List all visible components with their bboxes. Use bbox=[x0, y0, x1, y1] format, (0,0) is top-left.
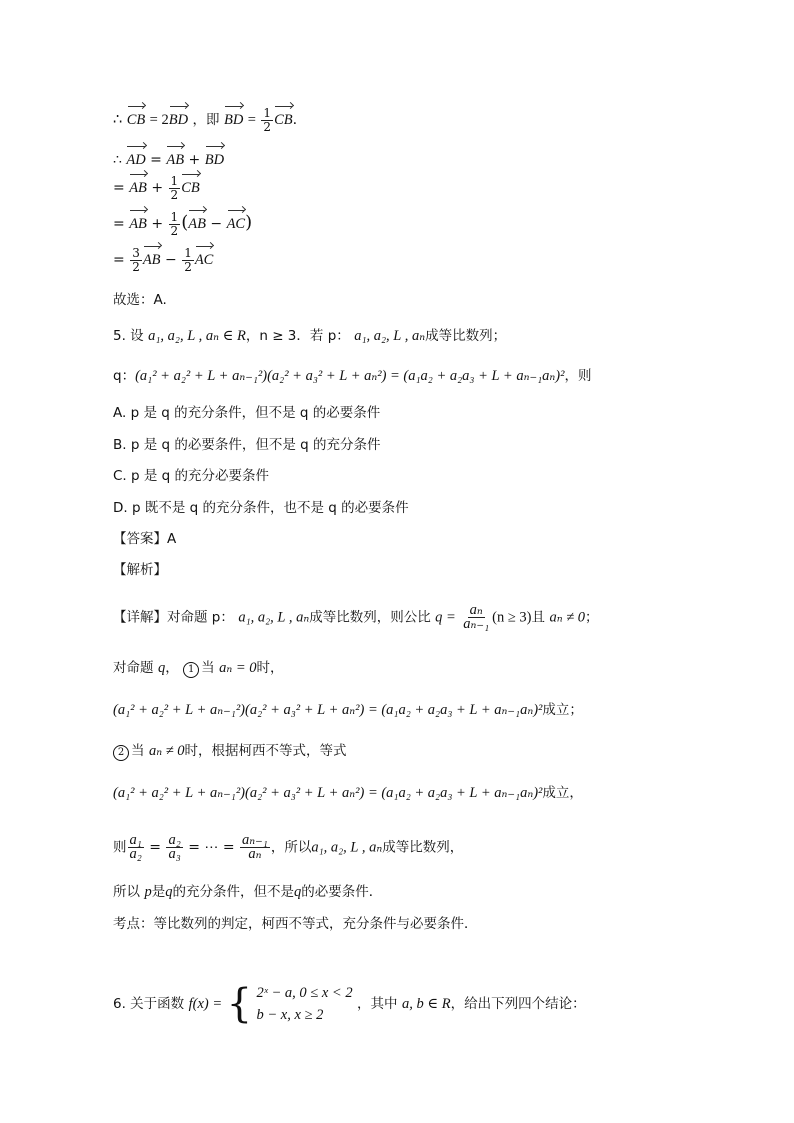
detail-text: ，其中 bbox=[357, 996, 398, 1012]
detail-text: 成立； bbox=[542, 702, 583, 718]
sequence-expr: a₁, a₂, L , aₙ bbox=[311, 839, 383, 856]
vector-ad: AD bbox=[126, 144, 145, 170]
period: . bbox=[292, 112, 298, 128]
detail-text: 且 bbox=[531, 609, 545, 626]
case-2: b − x, x ≥ 2 bbox=[256, 1007, 324, 1023]
operator: + bbox=[188, 152, 201, 168]
vector-ab: AB bbox=[129, 172, 147, 198]
nonzero-expr: aₙ ≠ 0 bbox=[148, 743, 185, 759]
vector-ab: AB bbox=[143, 244, 161, 270]
detail-line-2 bbox=[113, 658, 284, 678]
cauchy-equation: (a₁² + a₂² + L + aₙ₋₁²)(a₂² + a₃² + L + aₙ²) = (a₁a₂ + a₂a₃ + L + aₙ₋₁aₙ)² bbox=[113, 785, 543, 801]
q-symbol: q bbox=[157, 660, 166, 676]
analysis-label: 【解析】 bbox=[113, 562, 167, 578]
detail-text: ，所以 bbox=[270, 839, 312, 856]
option-b[interactable]: B. p 是 q 的必要条件，但不是 q 的充分条件 bbox=[113, 437, 381, 453]
q-label: q： bbox=[113, 368, 136, 384]
conclusion-line bbox=[113, 882, 382, 902]
ellipsis: = ⋯ = bbox=[188, 839, 235, 856]
case-1: 2ˣ − a, 0 ≤ x < 2 bbox=[256, 985, 353, 1001]
prefix: ∴ bbox=[113, 152, 122, 168]
equals-sign: = bbox=[247, 112, 256, 128]
q6-stem-line bbox=[113, 982, 586, 1026]
operator: − bbox=[165, 252, 177, 268]
circled-number: 2 bbox=[113, 745, 129, 761]
equation-line-2 bbox=[113, 783, 583, 803]
ratio-line: 则 $\frac{\text{a₁}}{\text{a₂}}$ = $\frac{\text{a₂}}{\text{a₃}}$ = ⋯ = $\frac{\text{aₙ₋₁}}{\text{aₙ}}$ ，所以a₁, a₂, L , aₙ成等比数列， bbox=[113, 832, 464, 862]
fraction: $\frac{3}{2}$ bbox=[132, 245, 140, 274]
detail-text: 所以 bbox=[113, 884, 140, 900]
p-symbol: p bbox=[144, 884, 152, 900]
cauchy-equation: (a₁² + a₂² + L + aₙ₋₁²)(a₂² + a₃² + L + aₙ²) = (a₁a₂ + a₂a₃ + L + aₙ₋₁aₙ)² bbox=[113, 702, 543, 718]
detail-text: 成等比数列， bbox=[382, 839, 464, 856]
detail-text: ， bbox=[165, 660, 179, 676]
sequence-expr: a₁, a₂, L , aₙ bbox=[238, 609, 310, 626]
therefore-symbol: ∴ bbox=[113, 112, 123, 128]
kaodian-line: 考点：等比数列的判定，柯西不等式，充分条件与必要条件． bbox=[113, 916, 478, 932]
q-symbol: q bbox=[293, 884, 302, 900]
vector-ac: AC bbox=[227, 208, 246, 234]
condition: (n ≥ 3) bbox=[492, 609, 532, 626]
detail-text: 时， bbox=[256, 660, 284, 676]
q-symbol: q bbox=[165, 884, 173, 900]
prefix: = bbox=[113, 180, 125, 196]
detail-text: 则 bbox=[113, 839, 127, 856]
equation-line-1 bbox=[113, 700, 583, 720]
option-c[interactable]: C. p 是 q 的充分必要条件 bbox=[113, 468, 270, 484]
vector-ab: AB bbox=[129, 208, 147, 234]
detail-text: 是 bbox=[151, 884, 166, 900]
operator: + bbox=[151, 180, 164, 196]
answer-label: 【答案】A bbox=[113, 531, 177, 547]
q-equation: (a₁² + a₂² + L + aₙ₋₁²)(a₂² + a₃² + L + aₙ²) = (a₁a₂ + a₂a₃ + L + aₙ₋₁aₙ)² bbox=[135, 368, 565, 384]
detail-line-1 bbox=[113, 604, 599, 631]
param-expr: a, b ∈ R bbox=[401, 996, 451, 1012]
detail-line-3 bbox=[113, 741, 347, 761]
option-a[interactable]: A. p 是 q 的充分条件，但不是 q 的必要条件 bbox=[113, 405, 381, 421]
stem-end: ，则 bbox=[564, 368, 592, 384]
vector-relation-line bbox=[113, 104, 297, 134]
equals-two: = 2 bbox=[149, 112, 169, 128]
stem-end: 成等比数列； bbox=[425, 328, 507, 344]
fraction-half: $\frac{1}{2}$ bbox=[263, 105, 272, 134]
ratio-fraction: $\frac{\text{a₁}}{\text{a₂}}$ bbox=[129, 832, 142, 862]
q6-number: 6. 关于函数 bbox=[113, 996, 185, 1012]
choice-line: 故选：A. bbox=[113, 292, 167, 308]
vector-cb-2: CB bbox=[274, 104, 293, 130]
vector-cb: CB bbox=[181, 172, 200, 198]
detail-text: 的必要条件． bbox=[301, 884, 383, 900]
operator: = bbox=[150, 152, 162, 168]
sequence-expr: a₁, a₂, L , aₙ ∈ R bbox=[148, 328, 246, 344]
derivation-line-2 bbox=[113, 172, 200, 202]
left-brace: { bbox=[226, 981, 253, 1027]
detail-text: 时，根据柯西不等式，等式 bbox=[184, 743, 347, 759]
detail-text: 的充分条件，但不是 bbox=[172, 884, 294, 900]
connector-text: ，即 bbox=[192, 112, 220, 128]
vector-bd: BD bbox=[205, 144, 224, 170]
piecewise-cases bbox=[257, 982, 353, 1026]
option-d[interactable]: D. p 既不是 q 的充分条件，也不是 q 的必要条件 bbox=[113, 500, 409, 516]
detail-text: 当 bbox=[131, 743, 145, 759]
detail-text: 成立， bbox=[542, 785, 583, 801]
ratio-fraction: $\frac{\text{aₙ₋₁}}{\text{aₙ}}$ bbox=[242, 832, 268, 862]
q5-stem-line-2 bbox=[113, 366, 591, 386]
zero-expr: aₙ = 0 bbox=[219, 660, 257, 676]
vector-ab: AB bbox=[166, 144, 184, 170]
ratio-fraction: $\frac{\text{a₂}}{\text{a₃}}$ bbox=[168, 832, 181, 862]
vector-ab: AB bbox=[188, 208, 206, 234]
nonzero-expr: aₙ ≠ 0 bbox=[549, 609, 586, 626]
prefix: = bbox=[113, 252, 125, 268]
fraction: $\frac{1}{2}$ bbox=[170, 209, 179, 238]
circled-number: 1 bbox=[183, 662, 199, 678]
detail-text: 当 bbox=[201, 660, 215, 676]
derivation-line-1 bbox=[113, 144, 224, 170]
ratio-q: q = bbox=[435, 609, 456, 626]
vector-bd-2: BD bbox=[224, 104, 243, 130]
operator: − bbox=[210, 216, 223, 232]
fraction: $\frac{1}{2}$ bbox=[170, 173, 179, 202]
q5-stem-line-1 bbox=[113, 326, 506, 346]
sequence-expr: a₁, a₂, L , aₙ bbox=[354, 328, 426, 344]
derivation-line-3: = AB + $\frac{1}{2}$ (AB − AC) bbox=[113, 209, 253, 238]
ratio-fraction: $\frac{\text{aₙ}}{\text{aₙ₋₁}}$ bbox=[463, 602, 490, 632]
q5-number: 5. 设 bbox=[113, 328, 144, 344]
vector-cb: CB bbox=[127, 104, 146, 130]
vector-ac: AC bbox=[195, 244, 214, 270]
detail-text: ，给出下列四个结论： bbox=[450, 996, 586, 1012]
operator: + bbox=[151, 216, 164, 232]
derivation-line-4 bbox=[113, 244, 213, 274]
detail-text: 成等比数列，则公比 bbox=[309, 609, 431, 626]
detail-text: 对命题 bbox=[113, 660, 154, 676]
detail-text: 【详解】对命题 p： bbox=[113, 609, 234, 626]
function-name: f(x) = bbox=[188, 996, 223, 1012]
condition-text: ，n ≥ 3．若 p： bbox=[245, 328, 350, 344]
detail-text: ； bbox=[585, 609, 599, 626]
fraction: $\frac{1}{2}$ bbox=[184, 245, 192, 274]
prefix: = bbox=[113, 216, 125, 232]
vector-bd: BD bbox=[169, 104, 188, 130]
